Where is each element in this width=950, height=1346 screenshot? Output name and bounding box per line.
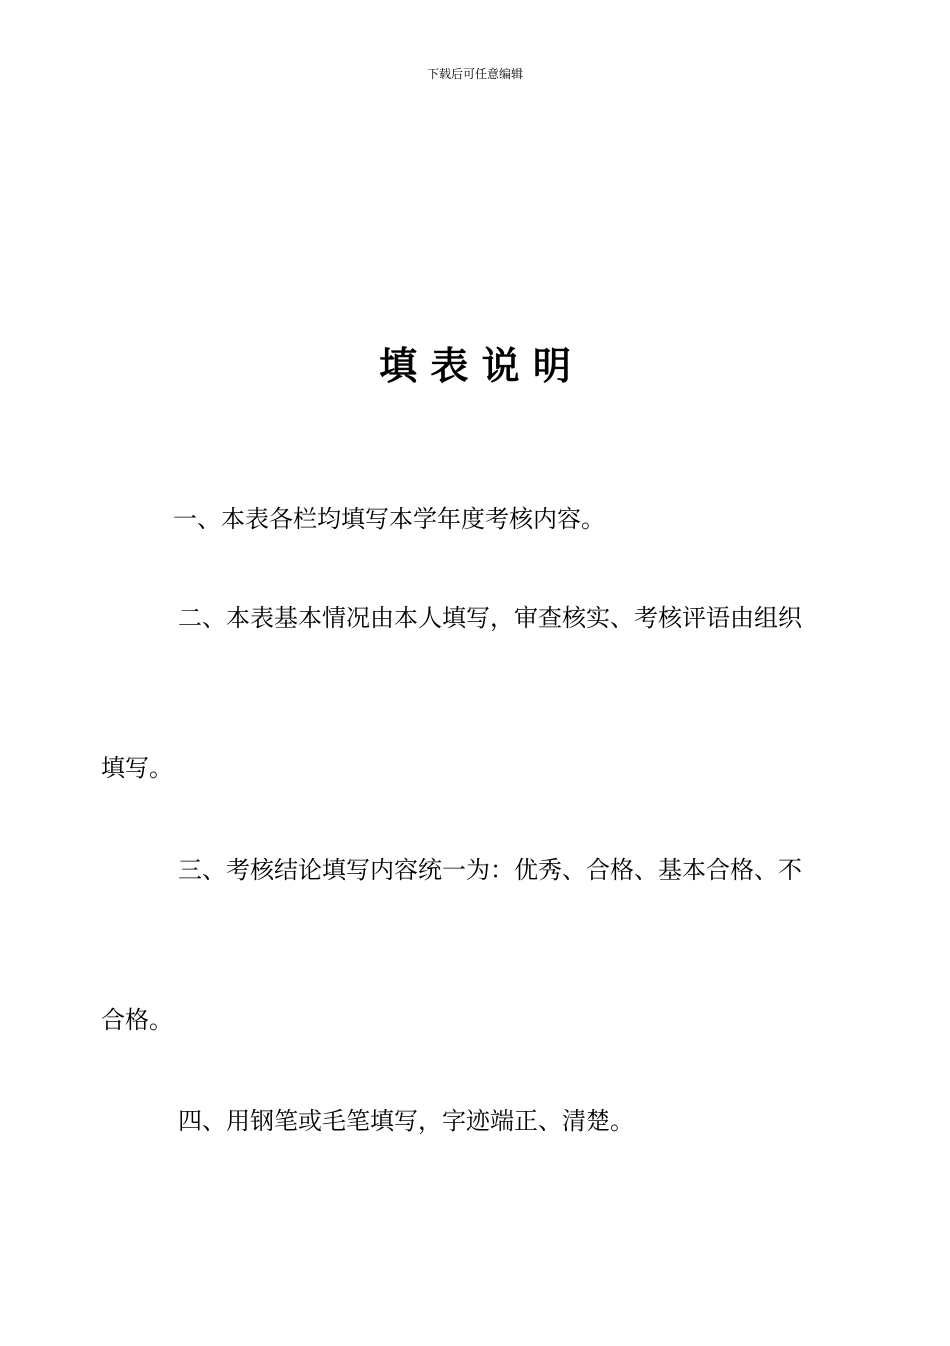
instruction-line-3-continued: 合格。 — [101, 1006, 173, 1034]
page-title: 填 表 说 明 — [379, 344, 571, 388]
instruction-line-2: 二、本表基本情况由本人填写，审查核实、考核评语由组织 — [178, 604, 802, 632]
instruction-line-3: 三、考核结论填写内容统一为：优秀、合格、基本合格、不 — [178, 856, 802, 884]
instruction-line-2-continued: 填写。 — [101, 754, 173, 782]
instruction-line-1: 一、本表各栏均填写本学年度考核内容。 — [173, 505, 605, 533]
instruction-line-4: 四、用钢笔或毛笔填写，字迹端正、清楚。 — [178, 1107, 634, 1135]
header-note: 下载后可任意编辑 — [426, 67, 523, 81]
